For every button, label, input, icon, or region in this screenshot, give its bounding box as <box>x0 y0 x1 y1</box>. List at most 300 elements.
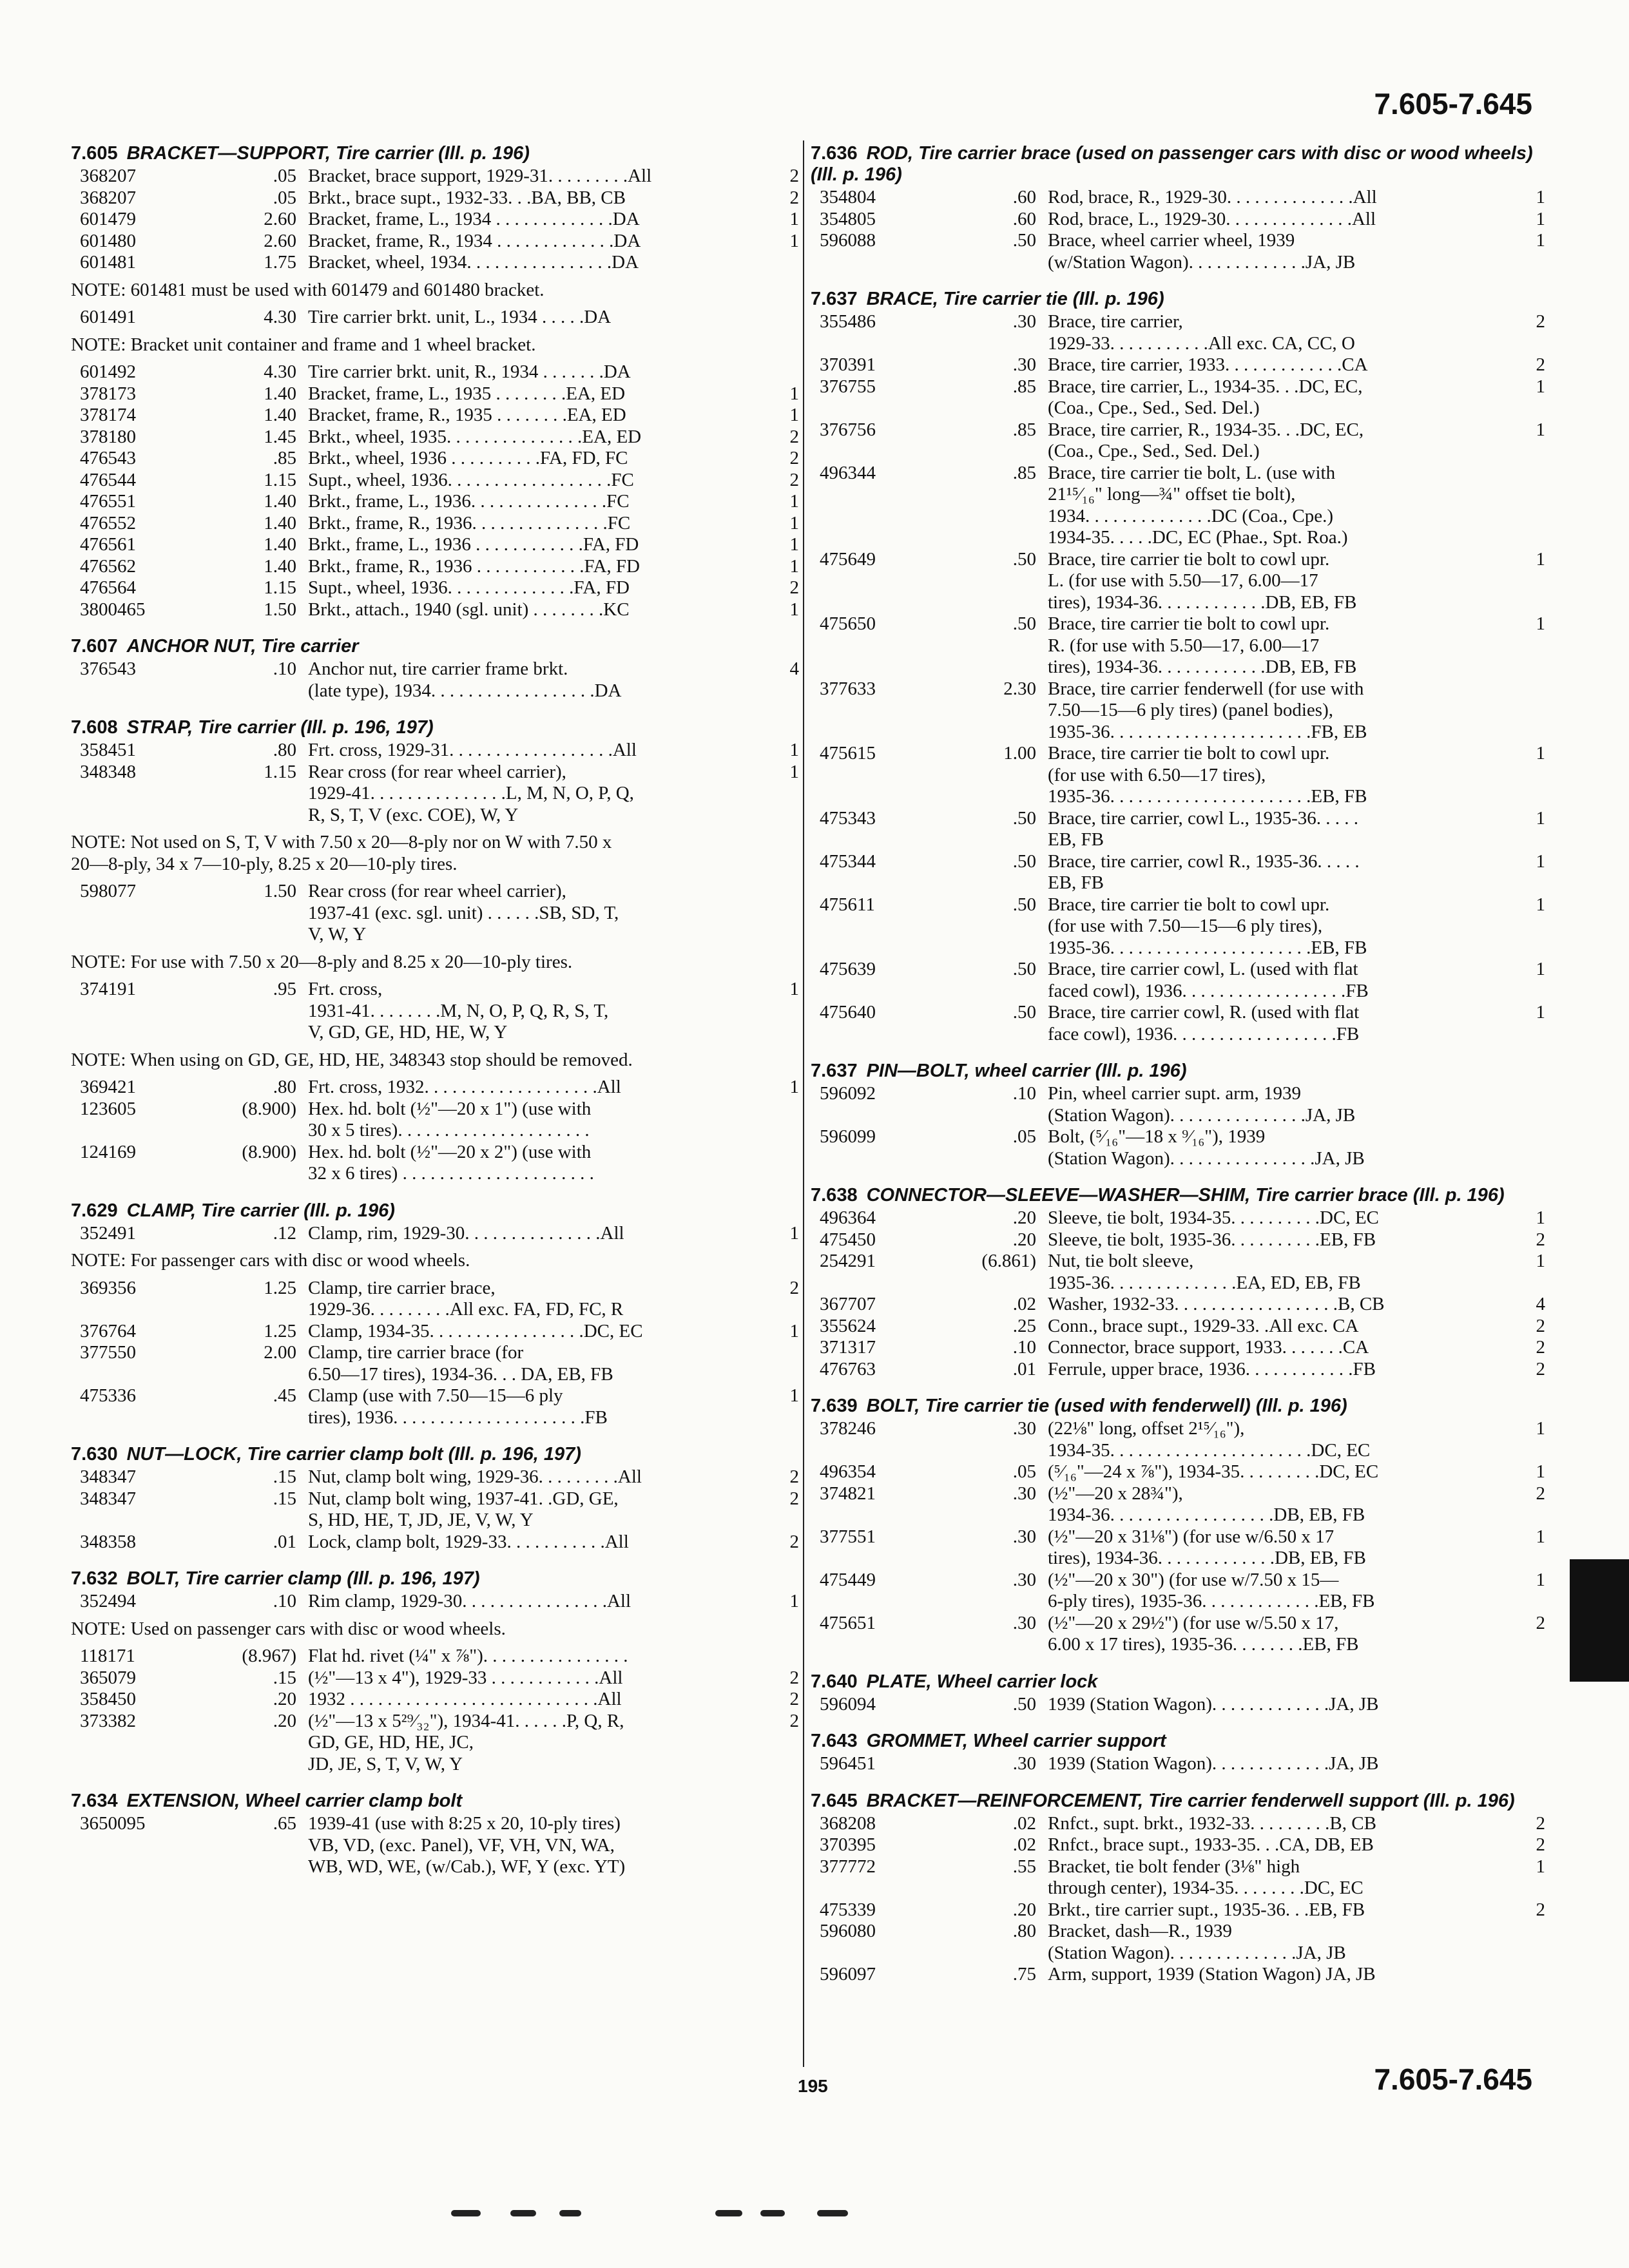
section-7.605 <box>71 143 799 620</box>
section-heading <box>71 1568 799 1590</box>
part-row <box>811 1083 1545 1126</box>
part-price: .30 <box>1012 1569 1036 1590</box>
part-quantity: 1 <box>1536 548 1545 570</box>
part-number: 476551 <box>80 491 136 512</box>
section-title: BOLT, Tire carrier clamp (Ill. p. 196, 197) <box>126 1568 480 1589</box>
part-quantity: 1 <box>789 1320 799 1341</box>
part-price: 2.00 <box>264 1342 296 1363</box>
part-number: 254291 <box>820 1251 876 1271</box>
part-number: 475339 <box>820 1899 876 1920</box>
part-description: (½"—20 x 28¾"), 1934-36. . . . . . . . . . . . . . . . . .DB, EB, FB <box>1048 1483 1365 1525</box>
part-number: 475650 <box>820 613 876 634</box>
part-row <box>811 851 1545 894</box>
part-price: 1.15 <box>264 469 296 490</box>
part-price: .20 <box>1012 1899 1036 1920</box>
section-number: 7.634 <box>71 1791 118 1811</box>
scan-mark <box>559 2210 581 2216</box>
part-row <box>811 1613 1545 1656</box>
part-number: 475450 <box>820 1229 876 1250</box>
part-row <box>71 599 799 621</box>
part-quantity: 1 <box>1536 376 1545 397</box>
part-row <box>811 209 1545 231</box>
part-price: .50 <box>1012 1002 1036 1023</box>
part-row <box>71 252 799 274</box>
part-price: 1.25 <box>264 1320 296 1341</box>
part-description: Brace, tire carrier, cowl L., 1935-36. . . . . EB, FB <box>1048 807 1358 850</box>
part-row <box>811 1526 1545 1570</box>
section-title: NUT—LOCK, Tire carrier clamp bolt (Ill. p. 196, 197) <box>126 1444 581 1465</box>
part-number: 601479 <box>80 209 136 229</box>
part-row <box>811 1483 1545 1526</box>
section-number: 7.643 <box>811 1731 858 1751</box>
part-quantity: 1 <box>1536 1251 1545 1271</box>
part-row <box>811 894 1545 959</box>
part-description: Tire carrier brkt. unit, R., 1934 . . . . . . .DA <box>308 361 631 382</box>
section-title: BRACKET—REINFORCEMENT, Tire carrier fenderwell support (Ill. p. 196) <box>866 1790 1515 1811</box>
part-row <box>71 448 799 470</box>
part-number: 348358 <box>80 1531 136 1552</box>
part-price: .85 <box>1012 376 1036 397</box>
section-7.636 <box>811 143 1545 273</box>
part-quantity: 1 <box>1536 208 1545 229</box>
part-row <box>811 1856 1545 1899</box>
part-description: Brace, tire carrier, 1929-33. . . . . . . . . . .All exc. CA, CC, O <box>1048 311 1355 354</box>
part-number: 367707 <box>820 1294 876 1314</box>
part-quantity: 2 <box>789 1488 799 1509</box>
part-row <box>71 1342 799 1385</box>
part-number: 475344 <box>820 850 876 872</box>
part-number: 601481 <box>80 252 136 273</box>
part-price: .85 <box>273 448 296 468</box>
note: NOTE: For passenger cars with disc or wood wheels. <box>71 1250 470 1271</box>
section-7.645 <box>811 1791 1545 1986</box>
part-row <box>811 1002 1545 1045</box>
part-row <box>71 1321 799 1343</box>
part-price: 4.30 <box>264 307 296 327</box>
part-row <box>811 1694 1545 1716</box>
part-number: 596451 <box>820 1753 876 1774</box>
part-price: .30 <box>1012 311 1036 332</box>
part-number: 348347 <box>80 1488 136 1509</box>
section-heading <box>71 1791 799 1812</box>
part-number: 3800465 <box>80 599 146 620</box>
part-row <box>811 1834 1545 1856</box>
part-price: 2.30 <box>1003 678 1036 699</box>
part-price: .15 <box>273 1488 296 1509</box>
section-number: 7.637 <box>811 1061 858 1081</box>
part-number: 369421 <box>80 1077 136 1097</box>
part-description: Brkt., frame, L., 1936 . . . . . . . . . . . .FA, FD <box>308 534 639 555</box>
part-row <box>71 1077 799 1099</box>
part-quantity: 2 <box>789 426 799 447</box>
part-number: 475336 <box>80 1385 136 1406</box>
part-description: Brace, tire carrier cowl, L. (used with flat faced cowl), 1936. . . . . . . . . . . . . . . . . .FB <box>1048 959 1369 1001</box>
section-title: EXTENSION, Wheel carrier clamp bolt <box>126 1791 463 1811</box>
part-price: .60 <box>1012 187 1036 207</box>
part-row <box>71 405 799 427</box>
part-price: .85 <box>1012 419 1036 440</box>
part-description: Brace, tire carrier cowl, R. (used with flat face cowl), 1936. . . . . . . . . . . . . . . . . .FB <box>1048 1002 1360 1044</box>
part-description: Bolt, (⁵⁄₁₆"—18 x ⁹⁄₁₆"), 1939 (Station Wagon). . . . . . . . . . . . . . . .JA, JB <box>1048 1126 1365 1169</box>
part-number: 365079 <box>80 1667 136 1688</box>
part-row <box>71 1711 799 1776</box>
part-description: Brkt., frame, R., 1936 . . . . . . . . . . . .FA, FD <box>308 555 641 577</box>
part-quantity: 1 <box>1536 419 1545 440</box>
part-price: 1.40 <box>264 491 296 512</box>
part-quantity: 1 <box>789 230 799 251</box>
section-7.608 <box>71 717 799 1185</box>
part-quantity: 1 <box>1536 1569 1545 1590</box>
part-number: 596088 <box>820 230 876 251</box>
part-number: 596080 <box>820 1921 876 1941</box>
section-heading <box>811 1731 1545 1752</box>
part-description: Frt. cross, 1929-31. . . . . . . . . . . . . . . . . .All <box>308 740 637 760</box>
part-number: 377550 <box>80 1342 136 1363</box>
part-number: 496344 <box>820 462 876 483</box>
part-description: Brkt., brace supt., 1932-33. . .BA, BB, CB <box>308 187 626 208</box>
part-price: .05 <box>273 187 296 208</box>
part-price: (8.900) <box>242 1141 296 1162</box>
part-description: Hex. hd. bolt (½"—20 x 1") (use with 30 x 5 tires). . . . . . . . . . . . . . . . . . . . . <box>308 1098 592 1140</box>
part-description: Supt., wheel, 1936. . . . . . . . . . . . . .FA, FD <box>308 577 630 598</box>
part-number: 374821 <box>820 1483 876 1504</box>
part-row <box>811 1418 1545 1461</box>
part-description: Brkt., frame, L., 1936. . . . . . . . . . . . . . .FC <box>308 491 630 512</box>
part-description: (½"—20 x 31⅛") (for use w/6.50 x 17 tires), 1934-36. . . . . . . . . . . . .DB, EB, FB <box>1048 1526 1366 1568</box>
part-number: 378173 <box>80 383 136 404</box>
section-7.640 <box>811 1671 1545 1716</box>
part-row <box>811 1337 1545 1359</box>
part-quantity: 1 <box>789 761 799 782</box>
part-number: 358451 <box>80 740 136 760</box>
part-quantity: 2 <box>1536 1337 1545 1358</box>
scan-mark <box>510 2210 536 2216</box>
part-row <box>71 1532 799 1553</box>
part-quantity: 2 <box>789 166 799 186</box>
thumb-index-tab <box>1570 1559 1629 1682</box>
part-price: .02 <box>1012 1834 1036 1855</box>
part-number: 475639 <box>820 959 876 979</box>
part-row <box>811 1229 1545 1251</box>
part-description: Rear cross (for rear wheel carrier), 1937-41 (exc. sgl. unit) . . . . . .SB, SD, T, V, W, Y <box>308 881 619 945</box>
section-heading <box>811 289 1545 310</box>
part-description: Brkt., wheel, 1935. . . . . . . . . . . . . . .EA, ED <box>308 426 642 447</box>
part-number: 476561 <box>80 534 136 555</box>
part-description: Bracket, frame, L., 1935 . . . . . . . .EA, ED <box>308 383 626 404</box>
part-quantity: 1 <box>789 383 799 404</box>
part-price: .20 <box>1012 1207 1036 1228</box>
part-price: 1.25 <box>264 1277 296 1298</box>
part-description: (½"—20 x 29½") (for use w/5.50 x 17, 6.00 x 17 tires), 1935-36. . . . . . . .EB, FB <box>1048 1612 1359 1655</box>
part-row <box>71 577 799 599</box>
part-number: 348348 <box>80 761 136 782</box>
part-number: 124169 <box>80 1141 136 1162</box>
part-description: Pin, wheel carrier supt. arm, 1939 (Station Wagon). . . . . . . . . . . . . . .JA, JB <box>1048 1083 1356 1126</box>
section-7.639 <box>811 1396 1545 1656</box>
section-7.607 <box>71 636 799 702</box>
part-quantity: 2 <box>1536 1483 1545 1504</box>
part-price: .50 <box>1012 230 1036 251</box>
part-number: 475449 <box>820 1569 876 1590</box>
part-price: .80 <box>1012 1921 1036 1941</box>
part-row <box>811 1359 1545 1381</box>
part-row <box>811 187 1545 209</box>
note: NOTE: When using on GD, GE, HD, HE, 348343 stop should be removed. <box>71 1049 633 1070</box>
part-price: .30 <box>1012 1753 1036 1774</box>
section-heading <box>71 717 799 738</box>
part-description: Clamp, tire carrier brace (for 6.50—17 tires), 1934-36. . . DA, EB, FB <box>308 1342 613 1385</box>
part-number: 496354 <box>820 1461 876 1482</box>
part-price: 1.50 <box>264 599 296 620</box>
part-description: (½"—20 x 30") (for use w/7.50 x 15— 6-ply tires), 1935-36. . . . . . . . . . . . .EB, FB <box>1048 1569 1375 1611</box>
section-7.634 <box>71 1791 799 1878</box>
part-number: 378174 <box>80 405 136 425</box>
part-description: Clamp, tire carrier brace, 1929-36. . . . . . . . .All exc. FA, FD, FC, R <box>308 1277 624 1320</box>
part-price: .50 <box>1012 613 1036 634</box>
section-heading <box>811 1061 1545 1082</box>
page-number: 195 <box>798 2076 828 2096</box>
scan-mark <box>760 2210 785 2216</box>
section-heading <box>71 636 799 657</box>
section-title: BRACE, Tire carrier tie (Ill. p. 196) <box>866 289 1164 309</box>
part-quantity: 2 <box>1536 1612 1545 1633</box>
part-quantity: 1 <box>1536 743 1545 764</box>
part-description: Frt. cross, 1931-41. . . . . . . .M, N, O, P, Q, R, S, T, V, GD, GE, HD, HE, W, Y <box>308 979 609 1043</box>
part-quantity: 2 <box>789 448 799 468</box>
part-description: Brace, tire carrier fenderwell (for use with 7.50—15—6 ply tires) (panel bodies), 1935-36. . . . . . . . . . . . . . . . . . . . . .FB, EB <box>1048 678 1367 742</box>
section-number: 7.605 <box>71 143 118 164</box>
part-quantity: 1 <box>789 599 799 620</box>
part-row <box>811 1813 1545 1835</box>
part-description: Washer, 1932-33. . . . . . . . . . . . . . . . . .B, CB <box>1048 1294 1385 1314</box>
part-description: 1932 . . . . . . . . . . . . . . . . . . . . . . . . . . .All <box>308 1689 622 1709</box>
part-number: 476763 <box>820 1358 876 1379</box>
part-price: .55 <box>1012 1856 1036 1877</box>
part-price: .30 <box>1012 1612 1036 1633</box>
part-description: Bracket, dash—R., 1939 (Station Wagon). . . . . . . . . . . . . .JA, JB <box>1048 1921 1346 1963</box>
part-quantity: 1 <box>1536 1461 1545 1482</box>
part-price: .05 <box>273 166 296 186</box>
part-row <box>71 209 799 231</box>
part-number: 368207 <box>80 187 136 208</box>
part-quantity: 1 <box>789 491 799 512</box>
part-price: 1.15 <box>264 577 296 598</box>
part-description: Brace, tire carrier tie bolt to cowl upr. (for use with 7.50—15—6 ply tires), 1935-36. . . . . . . . . . . . . . . . . . . . . .EB, FB <box>1048 894 1367 958</box>
part-row <box>71 361 799 383</box>
part-description: (⁵⁄₁₆"—24 x ⅞"), 1934-35. . . . . . . . .DC, EC <box>1048 1461 1379 1482</box>
part-row <box>811 463 1545 549</box>
part-price: 2.60 <box>264 209 296 229</box>
section-title: ROD, Tire carrier brace (used on passenger cars with disc or wood wheels) (Ill. p. 196) <box>811 143 1533 185</box>
part-row <box>71 1646 799 1667</box>
part-description: Rod, brace, L., 1929-30. . . . . . . . . . . . . .All <box>1048 208 1376 229</box>
part-number: 377633 <box>820 678 876 699</box>
part-row <box>811 613 1545 678</box>
part-row <box>71 383 799 405</box>
part-row <box>811 1899 1545 1921</box>
part-description: Brace, tire carrier tie bolt to cowl upr. L. (for use with 5.50—17, 6.00—17 tires), 1934-36. . . . . . . . . . . .DB, EB, FB <box>1048 548 1357 613</box>
part-description: Bracket, frame, R., 1934 . . . . . . . . . . . . .DA <box>308 230 641 251</box>
part-row <box>71 427 799 448</box>
part-quantity: 1 <box>1536 1526 1545 1547</box>
part-number: 475640 <box>820 1002 876 1023</box>
part-quantity: 1 <box>1536 1856 1545 1877</box>
part-price: .75 <box>1012 1964 1036 1984</box>
part-row <box>811 1921 1545 1964</box>
part-row <box>71 166 799 187</box>
section-7.632 <box>71 1568 799 1775</box>
part-description: Brace, tire carrier, R., 1934-35. . .DC, EC, (Coa., Cpe., Sed., Sed. Del.) <box>1048 419 1364 461</box>
part-row <box>811 1964 1545 1986</box>
section-title: ANCHOR NUT, Tire carrier <box>126 636 359 657</box>
part-description: Brkt., wheel, 1936 . . . . . . . . . .FA, FD, FC <box>308 448 628 468</box>
part-price: 1.75 <box>264 252 296 273</box>
part-number: 476544 <box>80 469 136 490</box>
part-number: 378180 <box>80 426 136 447</box>
part-quantity: 2 <box>789 1689 799 1709</box>
part-number: 348347 <box>80 1466 136 1487</box>
part-price: 2.60 <box>264 230 296 251</box>
part-description: Sleeve, tie bolt, 1935-36. . . . . . . . . .EB, FB <box>1048 1229 1376 1250</box>
part-row <box>811 1461 1545 1483</box>
part-quantity: 2 <box>789 1466 799 1487</box>
part-price: .50 <box>1012 1693 1036 1715</box>
part-price: .60 <box>1012 208 1036 229</box>
part-price: 1.40 <box>264 512 296 533</box>
part-quantity: 2 <box>789 1277 799 1298</box>
part-description: Brkt., frame, R., 1936. . . . . . . . . . . . . . .FC <box>308 512 631 533</box>
part-price: 1.50 <box>264 881 296 901</box>
section-heading <box>71 143 799 164</box>
section-number: 7.608 <box>71 717 118 738</box>
part-row <box>811 419 1545 463</box>
part-row <box>71 513 799 535</box>
part-quantity: 1 <box>1536 613 1545 634</box>
part-price: .20 <box>273 1710 296 1731</box>
part-quantity: 1 <box>1536 1207 1545 1228</box>
part-quantity: 1 <box>1536 187 1545 207</box>
part-description: Rim clamp, 1929-30. . . . . . . . . . . . . . . .All <box>308 1591 631 1611</box>
part-price: .25 <box>1012 1315 1036 1336</box>
part-description: Clamp, rim, 1929-30. . . . . . . . . . . . . . .All <box>308 1222 624 1244</box>
part-number: 355486 <box>820 311 876 332</box>
section-heading <box>811 1396 1545 1417</box>
part-row <box>811 1251 1545 1294</box>
part-description: (½"—13 x 4"), 1929-33 . . . . . . . . . . . .All <box>308 1667 623 1688</box>
section-number: 7.645 <box>811 1790 858 1811</box>
part-quantity: 1 <box>789 209 799 229</box>
part-description: Brace, tire carrier, 1933. . . . . . . . . . . . .CA <box>1048 354 1368 375</box>
scan-artifacts <box>0 2210 1629 2236</box>
part-number: 378246 <box>820 1418 876 1439</box>
part-row <box>811 1126 1545 1169</box>
part-quantity: 1 <box>789 534 799 555</box>
part-price: 1.40 <box>264 534 296 555</box>
part-description: Supt., wheel, 1936. . . . . . . . . . . . . . . . . .FC <box>308 469 634 490</box>
part-number: 475343 <box>820 807 876 829</box>
part-number: 123605 <box>80 1098 136 1119</box>
section-title: GROMMET, Wheel carrier support <box>866 1731 1166 1751</box>
part-row <box>71 187 799 209</box>
part-price: .20 <box>1012 1229 1036 1250</box>
part-number: 369356 <box>80 1277 136 1298</box>
part-price: .10 <box>1012 1337 1036 1358</box>
part-description: (½"—13 x 5²⁹⁄₃₂"), 1934-41. . . . . .P, Q, R, GD, GE, HD, HE, JC, JD, JE, S, T, V, W, Y <box>308 1710 624 1774</box>
part-description: Frt. cross, 1932. . . . . . . . . . . . . . . . . . .All <box>308 1077 621 1097</box>
part-row <box>71 658 799 702</box>
section-title: PIN—BOLT, wheel carrier (Ill. p. 196) <box>866 1061 1187 1081</box>
section-heading <box>811 143 1545 186</box>
part-quantity: 2 <box>789 1667 799 1688</box>
part-quantity: 1 <box>789 1077 799 1097</box>
part-price: .50 <box>1012 894 1036 915</box>
part-row <box>811 354 1545 376</box>
part-description: 1939 (Station Wagon). . . . . . . . . . . . .JA, JB <box>1048 1753 1379 1774</box>
part-description: 1939 (Station Wagon). . . . . . . . . . . . .JA, JB <box>1048 1693 1379 1715</box>
part-description: Ferrule, upper brace, 1936. . . . . . . . . . . .FB <box>1048 1358 1376 1379</box>
part-row <box>811 230 1545 273</box>
part-price: .30 <box>1012 1526 1036 1547</box>
part-number: 352494 <box>80 1591 136 1611</box>
part-price: 4.30 <box>264 361 296 382</box>
part-row <box>811 678 1545 744</box>
part-number: 376756 <box>820 419 876 440</box>
part-number: 118171 <box>80 1646 135 1666</box>
part-number: 475649 <box>820 548 876 570</box>
section-7.643 <box>811 1731 1545 1775</box>
section-number: 7.632 <box>71 1568 118 1589</box>
part-description: Clamp, 1934-35. . . . . . . . . . . . . . . . .DC, EC <box>308 1320 643 1341</box>
scan-mark <box>715 2210 742 2216</box>
scan-mark <box>451 2210 481 2216</box>
part-number: 496364 <box>820 1207 876 1228</box>
part-number: 368208 <box>820 1812 876 1834</box>
part-price: .50 <box>1012 959 1036 979</box>
part-number: 358450 <box>80 1689 136 1709</box>
note: NOTE: Not used on S, T, V with 7.50 x 20—8-ply nor on W with 7.50 x 20—8-ply, 34 x 7—10-ply, 8.25 x 20—10-ply tires. <box>71 832 612 874</box>
part-description: Brace, tire carrier tie bolt, L. (use with 21¹⁵⁄₁₆" long—¾" offset tie bolt), 1934. . . . . . . . . . . . . .DC (Coa., Cpe.) 1934-35. . . . .DC, EC (Phae., Spt. Roa.) <box>1048 462 1348 548</box>
part-price: (8.967) <box>242 1646 296 1666</box>
part-number: 476552 <box>80 512 136 533</box>
part-number: 377772 <box>820 1856 876 1877</box>
part-row <box>71 1385 799 1428</box>
section-7.637 <box>811 289 1545 1045</box>
part-row <box>71 1278 799 1321</box>
part-row <box>811 1294 1545 1316</box>
part-price: .65 <box>273 1813 296 1834</box>
part-number: 376764 <box>80 1320 136 1341</box>
scan-mark <box>817 2210 848 2216</box>
part-price: .80 <box>273 1077 296 1097</box>
part-number: 354805 <box>820 208 876 229</box>
part-price: .15 <box>273 1466 296 1487</box>
section-number: 7.637 <box>811 289 858 309</box>
part-description: Arm, support, 1939 (Station Wagon) JA, JB <box>1048 1964 1376 1984</box>
part-quantity: 2 <box>789 577 799 598</box>
part-price: .10 <box>273 1591 296 1611</box>
part-number: 371317 <box>820 1337 876 1358</box>
part-description: Brace, tire carrier, cowl R., 1935-36. . . . . EB, FB <box>1048 850 1360 893</box>
section-heading <box>811 1671 1545 1693</box>
part-number: 377551 <box>820 1526 876 1547</box>
part-number: 355624 <box>820 1315 876 1336</box>
part-quantity: 1 <box>1536 1002 1545 1023</box>
part-quantity: 1 <box>1536 230 1545 251</box>
part-price: .30 <box>1012 354 1036 375</box>
part-description: Nut, tie bolt sleeve, 1935-36. . . . . . . . . . . . . .EA, ED, EB, FB <box>1048 1251 1361 1293</box>
part-description: Hex. hd. bolt (½"—20 x 2") (use with 32 x 6 tires) . . . . . . . . . . . . . . . . . . . . . <box>308 1141 594 1184</box>
part-row <box>71 1689 799 1711</box>
